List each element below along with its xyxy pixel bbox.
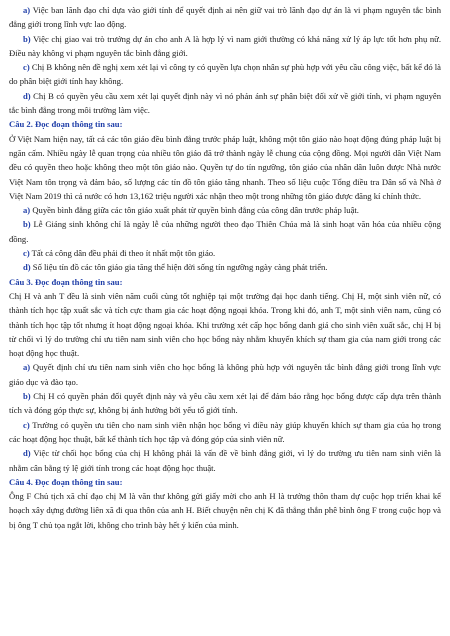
answer-option-b [9,389,441,418]
answer-option-d [9,446,441,475]
answer-option-b [9,217,441,246]
question-passage: Ở Việt Nam hiện nay, tất cả các tôn giáo đều bình đẳng trước pháp luật, không một tôn giáo nào hoạt động đúng pháp luật bị ngăn cấm. Nhiều ngày lễ quan trọng của nhiều tôn giáo đã trở thành ngày lễ chung của cộng đồng. Mọi người dân Việt Nam đều có quyền theo hoặc không theo một tôn giáo nào. Quyền tự do tín ngưỡng, tôn giáo của nhân dân luôn được Nhà nước Việt Nam tôn trọng và đảm bảo, số lượng các tín đồ tôn giáo tăng nhanh. Theo số liệu cuộc Tổng điều tra Dân số và Nhà ở Việt Nam 2019 thì cả nước có hơn 13,162 triệu người xác nhận theo một trong những tôn giáo được đăng kí chính thức. [9,133,441,201]
question-3 [9,275,441,475]
answer-option-c [9,246,441,260]
option-label: b) [23,391,31,402]
option-label: d) [23,262,31,273]
question-number: Câu 3. [9,276,33,287]
question-passage: Ông F Chủ tịch xã chỉ đạo chị M là văn thư không gửi giấy mời cho anh H là trưởng thôn tham dự cuộc họp triển khai kế hoạch xây dựng đường liên xã đi qua thôn của anh H. Biết chuyện nên chị K đã thẳng thắn phê bình ông F trong cuộc họp và bị ông T chủ tọa ngắt lời, không cho trình bày hết ý kiến của mình. [9,491,441,530]
option-text: Quyền bình đẳng giữa các tôn giáo xuất phát từ quyền bình đẳng của công dân trước pháp luật. [30,205,359,216]
option-text: Trường có quyền ưu tiên cho nam sinh viên nhận học bổng vì điều này giúp khuyến khích sự tham gia của họ trong các hoạt động học thuật, bất kể thành tích học tập và đóng góp của sinh viên nữ. [9,419,441,444]
answer-option-c [9,418,441,447]
option-label: d) [23,90,31,101]
question-heading [9,475,441,489]
answer-option-d [9,89,441,118]
question-heading [9,117,441,131]
option-label: d) [23,448,31,459]
answer-option-d [9,260,441,274]
option-text: Lễ Giáng sinh không chỉ là ngày lễ của những người theo đạo Thiên Chúa mà là sinh hoạt văn hóa của nhiều cộng đồng. [9,219,441,244]
question-heading [9,275,441,289]
option-label: a) [23,5,31,15]
option-text: Việc từ chối học bổng của chị H không phải là vấn đề về bình đẳng giới, vì lý do trường ưu tiên nam sinh viên là nhằm cân bằng tỷ lệ giới tính trong các hoạt động học thuật. [9,448,441,473]
preceding-options [9,3,441,117]
option-text: Chị H có quyền phản đối quyết định này và yêu cầu xem xét lại để đảm bảo rằng học bổng được cấp dựa trên thành tích và đóng góp thực sự, không bị ảnh hưởng bởi yếu tố giới tính. [9,391,441,416]
answer-option-c [9,60,441,89]
option-label: c) [23,62,30,73]
question-instruction: Đọc đoạn thông tin sau: [32,119,123,130]
option-text: Việc ban lãnh đạo chỉ dựa vào giới tính để quyết định ai nên giữ vai trò lãnh đạo dự án là vi phạm nguyên tắc bình đẳng giới trong lĩnh vực lao động. [9,5,441,30]
option-label: b) [23,219,31,230]
option-text: Tất cả công dân đều phải đi theo ít nhất một tôn giáo. [29,248,216,259]
question-instruction: Đọc đoạn thông tin sau: [32,476,123,487]
answer-option-a [9,360,441,389]
option-label: a) [23,205,31,216]
question-instruction: Đọc đoạn thông tin sau: [32,276,123,287]
option-label: b) [23,33,31,44]
option-label: c) [23,248,30,259]
question-passage: Chị H và anh T đều là sinh viên năm cuối cùng tốt nghiệp tại một trường đại học danh tiếng. Chị H, một sinh viên nữ, có thành tích học tập xuất sắc và tích cực tham gia các hoạt động ngoại khóa. Trong khi đó, anh T, một sinh viên nam, cũng có thành tích học tập tốt nhưng ít hoạt động ngoại khóa. Khi trường xét cấp học bổng danh giá cho sinh viên xuất sắc, chị H bị từ chối vì lý do trường chỉ ưu tiên nam sinh viên cho học bổng này nhằm khuyến khích sự tham gia của nam giới trong các hoạt động học thuật. [9,290,441,359]
question-number: Câu 2. [9,119,33,130]
question-2 [9,117,441,274]
option-text: Việc chị giao vai trò trưởng dự án cho anh A là hợp lý vì nam giới thường có khả năng xử lý áp lực tốt hơn phụ nữ. Điều này không vi phạm nguyên tắc bình đẳng giới. [9,33,441,58]
option-text: Quyết định chỉ ưu tiên nam sinh viên cho học bổng là không phù hợp với nguyên tắc bình đẳng giới trong lĩnh vực giáo dục và đào tạo. [9,362,441,387]
option-label: c) [23,419,30,430]
answer-option-a [9,3,441,32]
answer-option-a [9,203,441,217]
answer-option-b [9,32,441,61]
option-text: Chị B không nên đề nghị xem xét lại vì công ty có quyền lựa chọn nhân sự phù hợp với yêu cầu công việc, bất kể đó là do phân biệt giới tính hay không. [9,62,441,87]
question-number: Câu 4. [9,476,33,487]
option-text: Số liệu tín đồ các tôn giáo gia tăng thể hiện đời sống tín ngưỡng ngày càng phát triển. [30,262,328,273]
option-text: Chị B có quyền yêu cầu xem xét lại quyết định này vì nó phản ánh sự phân biệt đối xử về giới tính, vi phạm nguyên tắc bình đẳng trong môi trường làm việc. [9,90,441,116]
option-label: a) [23,362,31,373]
question-4 [9,475,441,532]
